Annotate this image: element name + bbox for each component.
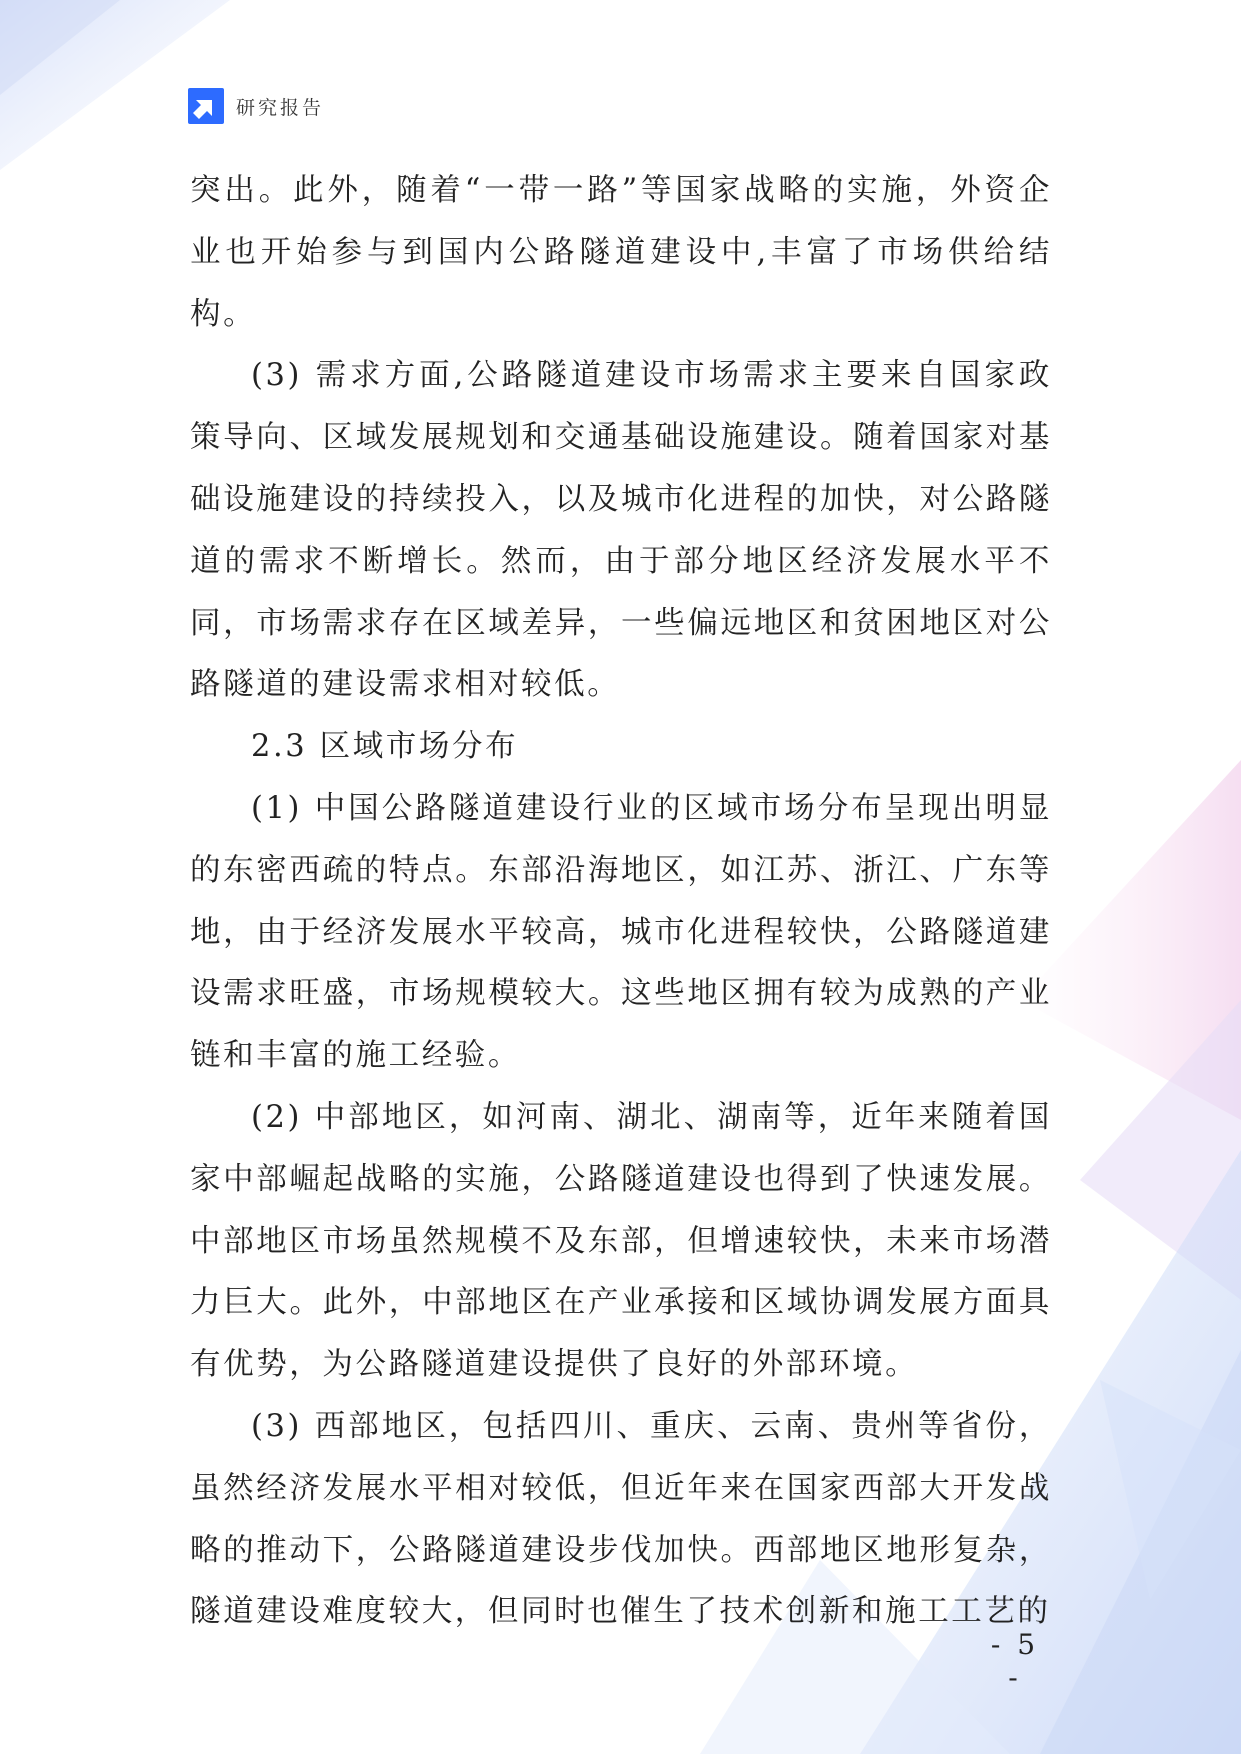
- paragraph-demand: (3) 需求方面,公路隧道建设市场需求主要来自国家政策导向、区域发展规划和交通基础设施建设。随着国家对基础设施建设的持续投入，以及城市化进程的加快，对公路隧道的需求不断增长。然而，由于部分地区经济发展水平不同，市场需求存在区域差异，一些偏远地区和贫困地区对公路隧道的建设需求相对较低。: [190, 358, 1052, 703]
- page-number: - 5 -: [990, 1628, 1040, 1694]
- paragraph-continuation: 突出。此外，随着“一带一路”等国家战略的实施，外资企业也开始参与到国内公路隧道建设中,丰富了市场供给结构。: [190, 173, 1052, 332]
- paragraph-central-region: (2) 中部地区，如河南、湖北、湖南等，近年来随着国家中部崛起战略的实施，公路隧道建设也得到了快速发展。中部地区市场虽然规模不及东部，但增速较快，未来市场潜力巨大。此外，中部地区在产业承接和区域协调发展方面具有优势，为公路隧道建设提供了良好的外部环境。: [190, 1099, 1052, 1383]
- header-title: 研究报告: [236, 96, 325, 119]
- paragraph-west-region: (3) 西部地区，包括四川、重庆、云南、贵州等省份，虽然经济发展水平相对较低，但近年来在国家西部大开发战略的推动下，公路隧道建设步伐加快。西部地区地形复杂，隧道建设难度较大，但同时也催生了技术创新和施工工艺的: [190, 1408, 1052, 1630]
- section-heading: 2.3 区域市场分布: [251, 729, 519, 765]
- document-body: [190, 160, 1052, 1643]
- report-header: [188, 88, 324, 124]
- arrow-up-right-icon: [188, 88, 224, 124]
- paragraph-east-region: (1) 中国公路隧道建设行业的区域市场分布呈现出明显的东密西疏的特点。东部沿海地区，如江苏、浙江、广东等地，由于经济发展水平较高，城市化进程较快，公路隧道建设需求旺盛，市场规模较大。这些地区拥有较为成熟的产业链和丰富的施工经验。: [190, 790, 1052, 1074]
